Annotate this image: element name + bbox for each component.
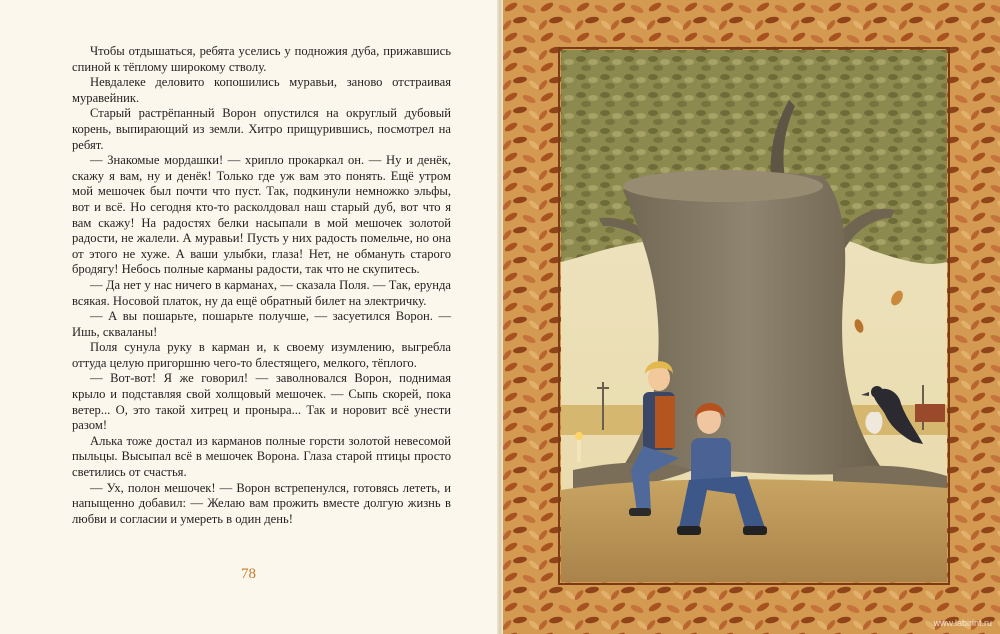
story-text (72, 44, 451, 527)
paragraph: — Ух, полон мешочек! — Ворон встрепенулся, готовясь лететь, и напыщенно добавил: — Желаю вам прожить вместе долгую жизнь в любви и согласии и умереть в один день! (72, 480, 451, 526)
paragraph: Алька тоже достал из карманов полные горсти золотой невесомой пыльцы. Высыпал всё в мешочек Ворона. Глаза старой птицы просто светились от счастья. (72, 433, 451, 480)
paragraph: Невдалеке деловито копошились муравьи, заново отстраивая муравейник. (72, 75, 451, 105)
paragraph: — Да нет у нас ничего в карманах, — сказала Поля. — Так, ерунда всякая. Носовой платок, ну да ещё обратный билет на электричку. (72, 277, 451, 308)
paragraph: — Знакомые мордашки! — хрипло прокаркал он. — Ну и денёк, скажу я вам, ну и денёк! Только где уж вам это понять. Ещё утром мой мешочек был почти что пуст. Так, подкинули немножко эльфы, вот и всё. Но сегодня кто-то расколдовал наш старый дуб, вот что я вам скажу! На радостях белки насыпали в мой мешочек золотой радости, не жалели. А муравьи! Пусть у них радость помельче, но она от этого не хуже. А ваши улыбки, глаза! Нет, не обмануть старого бродягу! Небось полные карманы радости, так что не скупитесь. (72, 153, 451, 277)
paragraph: Поля сунула руку в карман и, к своему изумлению, выгребла оттуда целую пригоршню чего-то блестящего, мелкого, тёплого. (72, 340, 451, 370)
illustration (503, 0, 1000, 634)
watermark: www.labirint.ru (933, 618, 992, 628)
paragraph: — А вы пошарьте, пошарьте получше, — засуетился Ворон. — Ишь, скваланы! (72, 309, 451, 339)
text-page (0, 0, 497, 634)
paragraph: Старый растрёпанный Ворон опустился на округлый дубовый корень, выпирающий из земли. Хитро прищурившись, посмотрел на ребят. (72, 106, 451, 152)
scene (561, 50, 947, 582)
page-number: 78 (241, 566, 256, 582)
paragraph: — Вот-вот! Я же говорил! — заволновался Ворон, поднимая крыло и подставляя свой холщовый мешочек. — Сыпь скорей, пока ветер... О, это такой хитрец и проныра... Так и норовит всё унести разом! (72, 371, 451, 433)
paragraph: Чтобы отдышаться, ребята уселись у подножия дуба, прижавшись спиной к тёплому широкому стволу. (72, 44, 451, 74)
illustration-page (503, 0, 1000, 634)
